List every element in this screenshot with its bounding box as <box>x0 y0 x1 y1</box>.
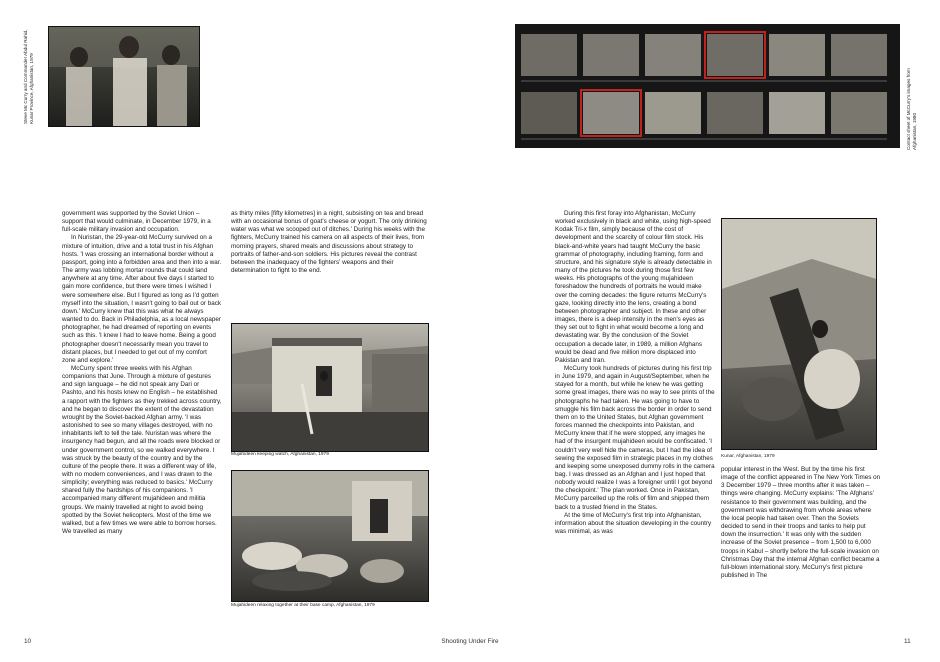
caption-line: Contact sheet of McCurry's images from <box>906 68 911 150</box>
caption-line: Steve Mc Curry and Commander Abdul Rahid, <box>23 29 28 124</box>
page-number-left: 10 <box>24 638 32 645</box>
paragraph: McCurry spent three weeks with his Afghan companions that June. Through a mixture of gestures and sign language – he did not speak any Dari or Pashto, and his hosts knew no English – he established a rapport with the fighters as they trekked across country, and he began to discover the extent of the devastation wrought by the Soviet-backed Afghan army. 'I was astonished to see so many villages destroyed, with no inhabitants left to tell the tale. Nuristan was where the insurgency had begun, and all the roads were blocked or under government control, so we walked everywhere. I was struck by the beauty of the country and by the culture of the people there. It was a different way of life, with no modern conveniences, and I was drawn to the simplicity; everything was reduced to basics.' McCurry shared fully the hardships of his companions. 'I accompanied many different mujahideen and militia groups. We mainly travelled at night to avoid being spotted by the Soviet helicopters. Most of the time we walked, but a few times we were able to borrow horses. We travelled as many <box>62 364 222 536</box>
paragraph: McCurry took hundreds of pictures during his first trip in June 1979, and again in August/September, when he stayed for a month, but while he knew he was getting some great images, there was no way to see prints of the photographs he had taken. He was going to have to smuggle his film back across the border in order to send them on to the United States, but Afghan government forces manned the checkpoints into Pakistan, and McCurry knew that if he were stopped, any images he had of the insurgent mujahideen would be confiscated. 'I couldn't very well hide the cameras, but I had the idea of sewing the exposed film in strategic places in my clothes and keeping some unexposed dummy rolls in the camera bag. I was dressed as an Afghan and I just hoped that nobody would realize I was a foreigner until I got beyond the checkpoint.' The plan worked. Once in Pakistan, McCurry parcelled up the rolls of film and shipped them back to a trusted friend in the States. <box>555 364 715 511</box>
caption-line: Kunar Province, Afghanistan, 1979 <box>28 53 34 124</box>
text-column-1 <box>62 210 222 536</box>
text-column-2 <box>231 210 427 275</box>
caption-photo-1: Mujahideen keeping watch, Afghanistan, 1979 <box>231 452 329 457</box>
contact-sheet <box>515 24 900 148</box>
caption-line: Afghanistan, 1980 <box>911 112 917 150</box>
text-column-4 <box>721 466 881 580</box>
paragraph: In Nuristan, the 29-year-old McCurry survived on a mixture of intuition, drive and a total trust in his Afghan hosts. 'I was crossing an international border without a passport, going into a forbidden area and then into a war. The army was lobbing mortar rounds that could land anywhere at any time. After about five days I started to gain more confidence, but there were times I wished I were somewhere else. But I figured as long as I'd gotten myself into the situation, I wasn't going to bail out or back down.' McCurry knew that this was what he always wanted to do. Back in Philadelphia, as a local newspaper photographer, he had dreamed of reporting on events such as this. 'I knew I had to leave home. Being a good photographer doesn't necessarily mean you travel to distant places, but I needed to get out of my comfort zone and explore.' <box>62 234 222 364</box>
running-title: Shooting Under Fire <box>441 638 499 645</box>
photo-mujahideen-watch <box>231 323 429 452</box>
photo-mccurry-and-commander <box>48 26 200 127</box>
caption-top-left <box>23 30 35 124</box>
paragraph: government was supported by the Soviet Union – support that would culminate, in December 1979, in a full-scale military invasion and occupation. <box>62 210 211 234</box>
caption-photo-2: Mujahideen relaxing together at their base camp, Afghanistan, 1979 <box>231 603 375 608</box>
photo-kunar-scene <box>722 219 876 449</box>
paragraph: popular interest in the West. But by the time his first image of the conflict appeared in The New York Times on 3 December 1979 – three months after it was taken – things were changing. McCurry explains: 'The Afghans' resistance to their government was building, and the government was withdrawing from whole areas where the local people had taken over. Then the Soviets decided to send in their troops and tanks to help put down the insurrection.' It was only with the sudden increase of the Soviet presence – from 1,500 to 6,000 troops in Kabul – shortly before the full-scale invasion on Christmas Day that the internal Afghan conflict became a full-blown international story. McCurry's first picture published in The <box>721 466 881 580</box>
page-number-right: 11 <box>904 638 911 645</box>
caption-contact-sheet <box>906 68 918 150</box>
caption-kunar: Kunar, Afghanistan, 1979 <box>721 454 775 459</box>
photo-figures <box>49 27 199 126</box>
text-column-3 <box>555 210 715 536</box>
paragraph: as thirty miles [fifty kilometres] in a night, subsisting on tea and bread with an occasional bonus of goat's cheese or yogurt. The only drinking water was what we scooped out of ditches.' During his weeks with the fighters, McCurry trained his camera on all aspects of their lives, from morning prayers, shared meals and discussions about strategy to portraits of father-and-son soldiers. His pictures reveal the contrast between the inadequacy of the fighters' weapons and their determination to fight to the end. <box>231 210 427 275</box>
paragraph: At the time of McCurry's first trip into Afghanistan, information about the situation developing in the country was minimal, as was <box>555 511 712 536</box>
photo-camp-scene <box>232 471 428 601</box>
paragraph: During this first foray into Afghanistan, McCurry worked exclusively in black and white, using high-speed Kodak Tri-x film, simply because of the cost of development and the scarcity of colour film stock. His black-and-white years had taught McCurry the basic grammar of photography, including framing, form and structure, and his signature style is already detectable in many of the pictures he took during those first few weeks. His photographs of the young mujahideen foreshadow the hundreds of portraits he would make over the coming decades: the figure returns McCurry's gaze, looking directly into the lens, creating a bond between photographer and subject. In these and other images, there is a deep intensity in the men's eyes as they set out to fight in what would become a long and devastating war. By the conclusion of the Soviet occupation a decade later, in 1989, a million Afghans would be dead and five million more displaced into Pakistan and Iran. <box>555 210 712 364</box>
contact-sheet-frames <box>515 24 900 148</box>
photo-building-scene <box>232 324 428 451</box>
photo-mujahideen-base-camp <box>231 470 429 602</box>
photo-kunar <box>721 218 877 450</box>
